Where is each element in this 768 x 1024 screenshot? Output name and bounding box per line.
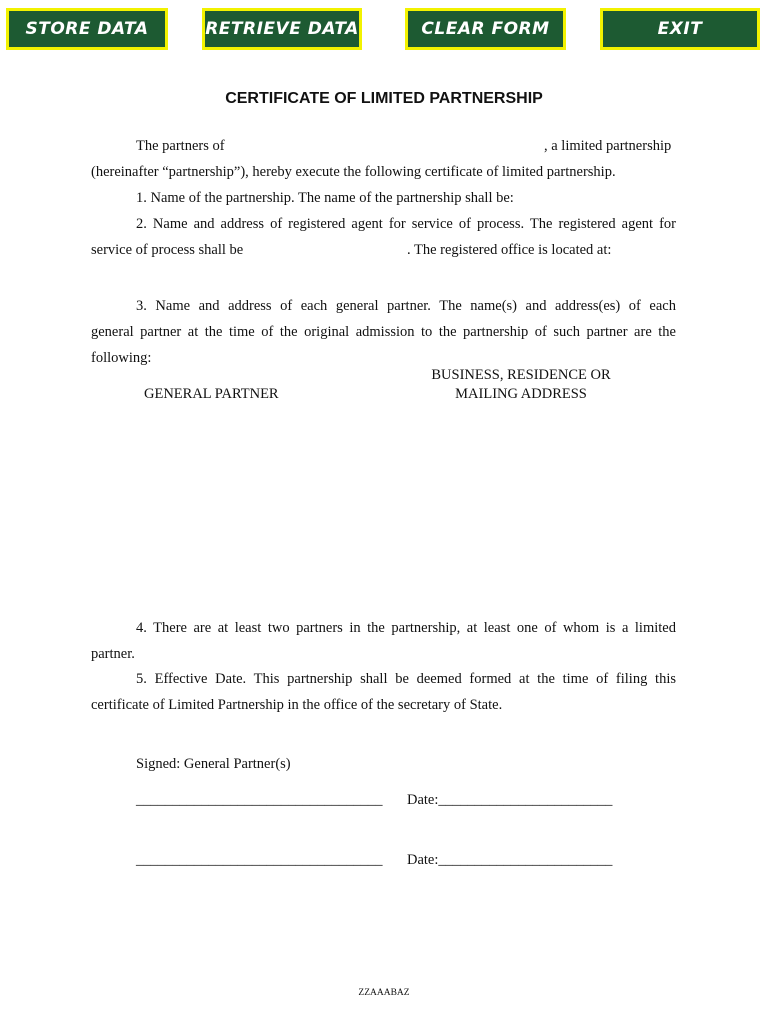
intro-text-line2: (hereinafter “partnership”), hereby execute the following certificate of limited partnership. xyxy=(91,164,616,180)
item-5-line1: 5. Effective Date. This partnership shall be deemed formed at the time of filing this xyxy=(136,671,676,687)
intro-text-end: , a limited partnership xyxy=(544,138,672,154)
intro-text-start: The partners of xyxy=(136,138,225,154)
date-line-1[interactable]: Date:________________________ xyxy=(407,792,613,808)
item-3-line2: general partner at the time of the original admission to the partnership of such partner are the xyxy=(91,324,676,340)
item-4-line2: partner. xyxy=(91,646,135,662)
item-3-line3: following: xyxy=(91,350,152,366)
item-1-text: 1. Name of the partnership. The name of the partnership shall be: xyxy=(136,190,514,206)
retrieve-data-button[interactable]: RETRIEVE DATA xyxy=(202,8,362,50)
signature-line-1[interactable]: __________________________________ xyxy=(136,792,383,808)
signature-line-2[interactable]: __________________________________ xyxy=(136,852,383,868)
item-2-line1: 2. Name and address of registered agent for service of process. The registered agent for xyxy=(136,216,676,232)
clear-form-button[interactable]: CLEAR FORM xyxy=(405,8,566,50)
item-4-line1: 4. There are at least two partners in the partnership, at least one of whom is a limited xyxy=(136,620,676,636)
page-title: CERTIFICATE OF LIMITED PARTNERSHIP xyxy=(225,90,543,107)
column-heading-address-line2: MAILING ADDRESS xyxy=(455,386,587,402)
item-3-line1: 3. Name and address of each general partner. The name(s) and address(es) of each xyxy=(136,298,676,314)
page-footer: ZZAAABAZ xyxy=(358,988,410,998)
item-2-line2-end: . The registered office is located at: xyxy=(407,242,612,258)
column-heading-address-line1: BUSINESS, RESIDENCE OR xyxy=(431,367,611,383)
column-heading-partner: GENERAL PARTNER xyxy=(144,386,279,402)
date-line-2[interactable]: Date:________________________ xyxy=(407,852,613,868)
store-data-button[interactable]: STORE DATA xyxy=(6,8,168,50)
item-2-line2-start: service of process shall be xyxy=(91,242,244,258)
item-5-line2: certificate of Limited Partnership in the office of the secretary of State. xyxy=(91,697,503,713)
signed-label: Signed: General Partner(s) xyxy=(136,756,291,772)
exit-button[interactable]: EXIT xyxy=(600,8,760,50)
